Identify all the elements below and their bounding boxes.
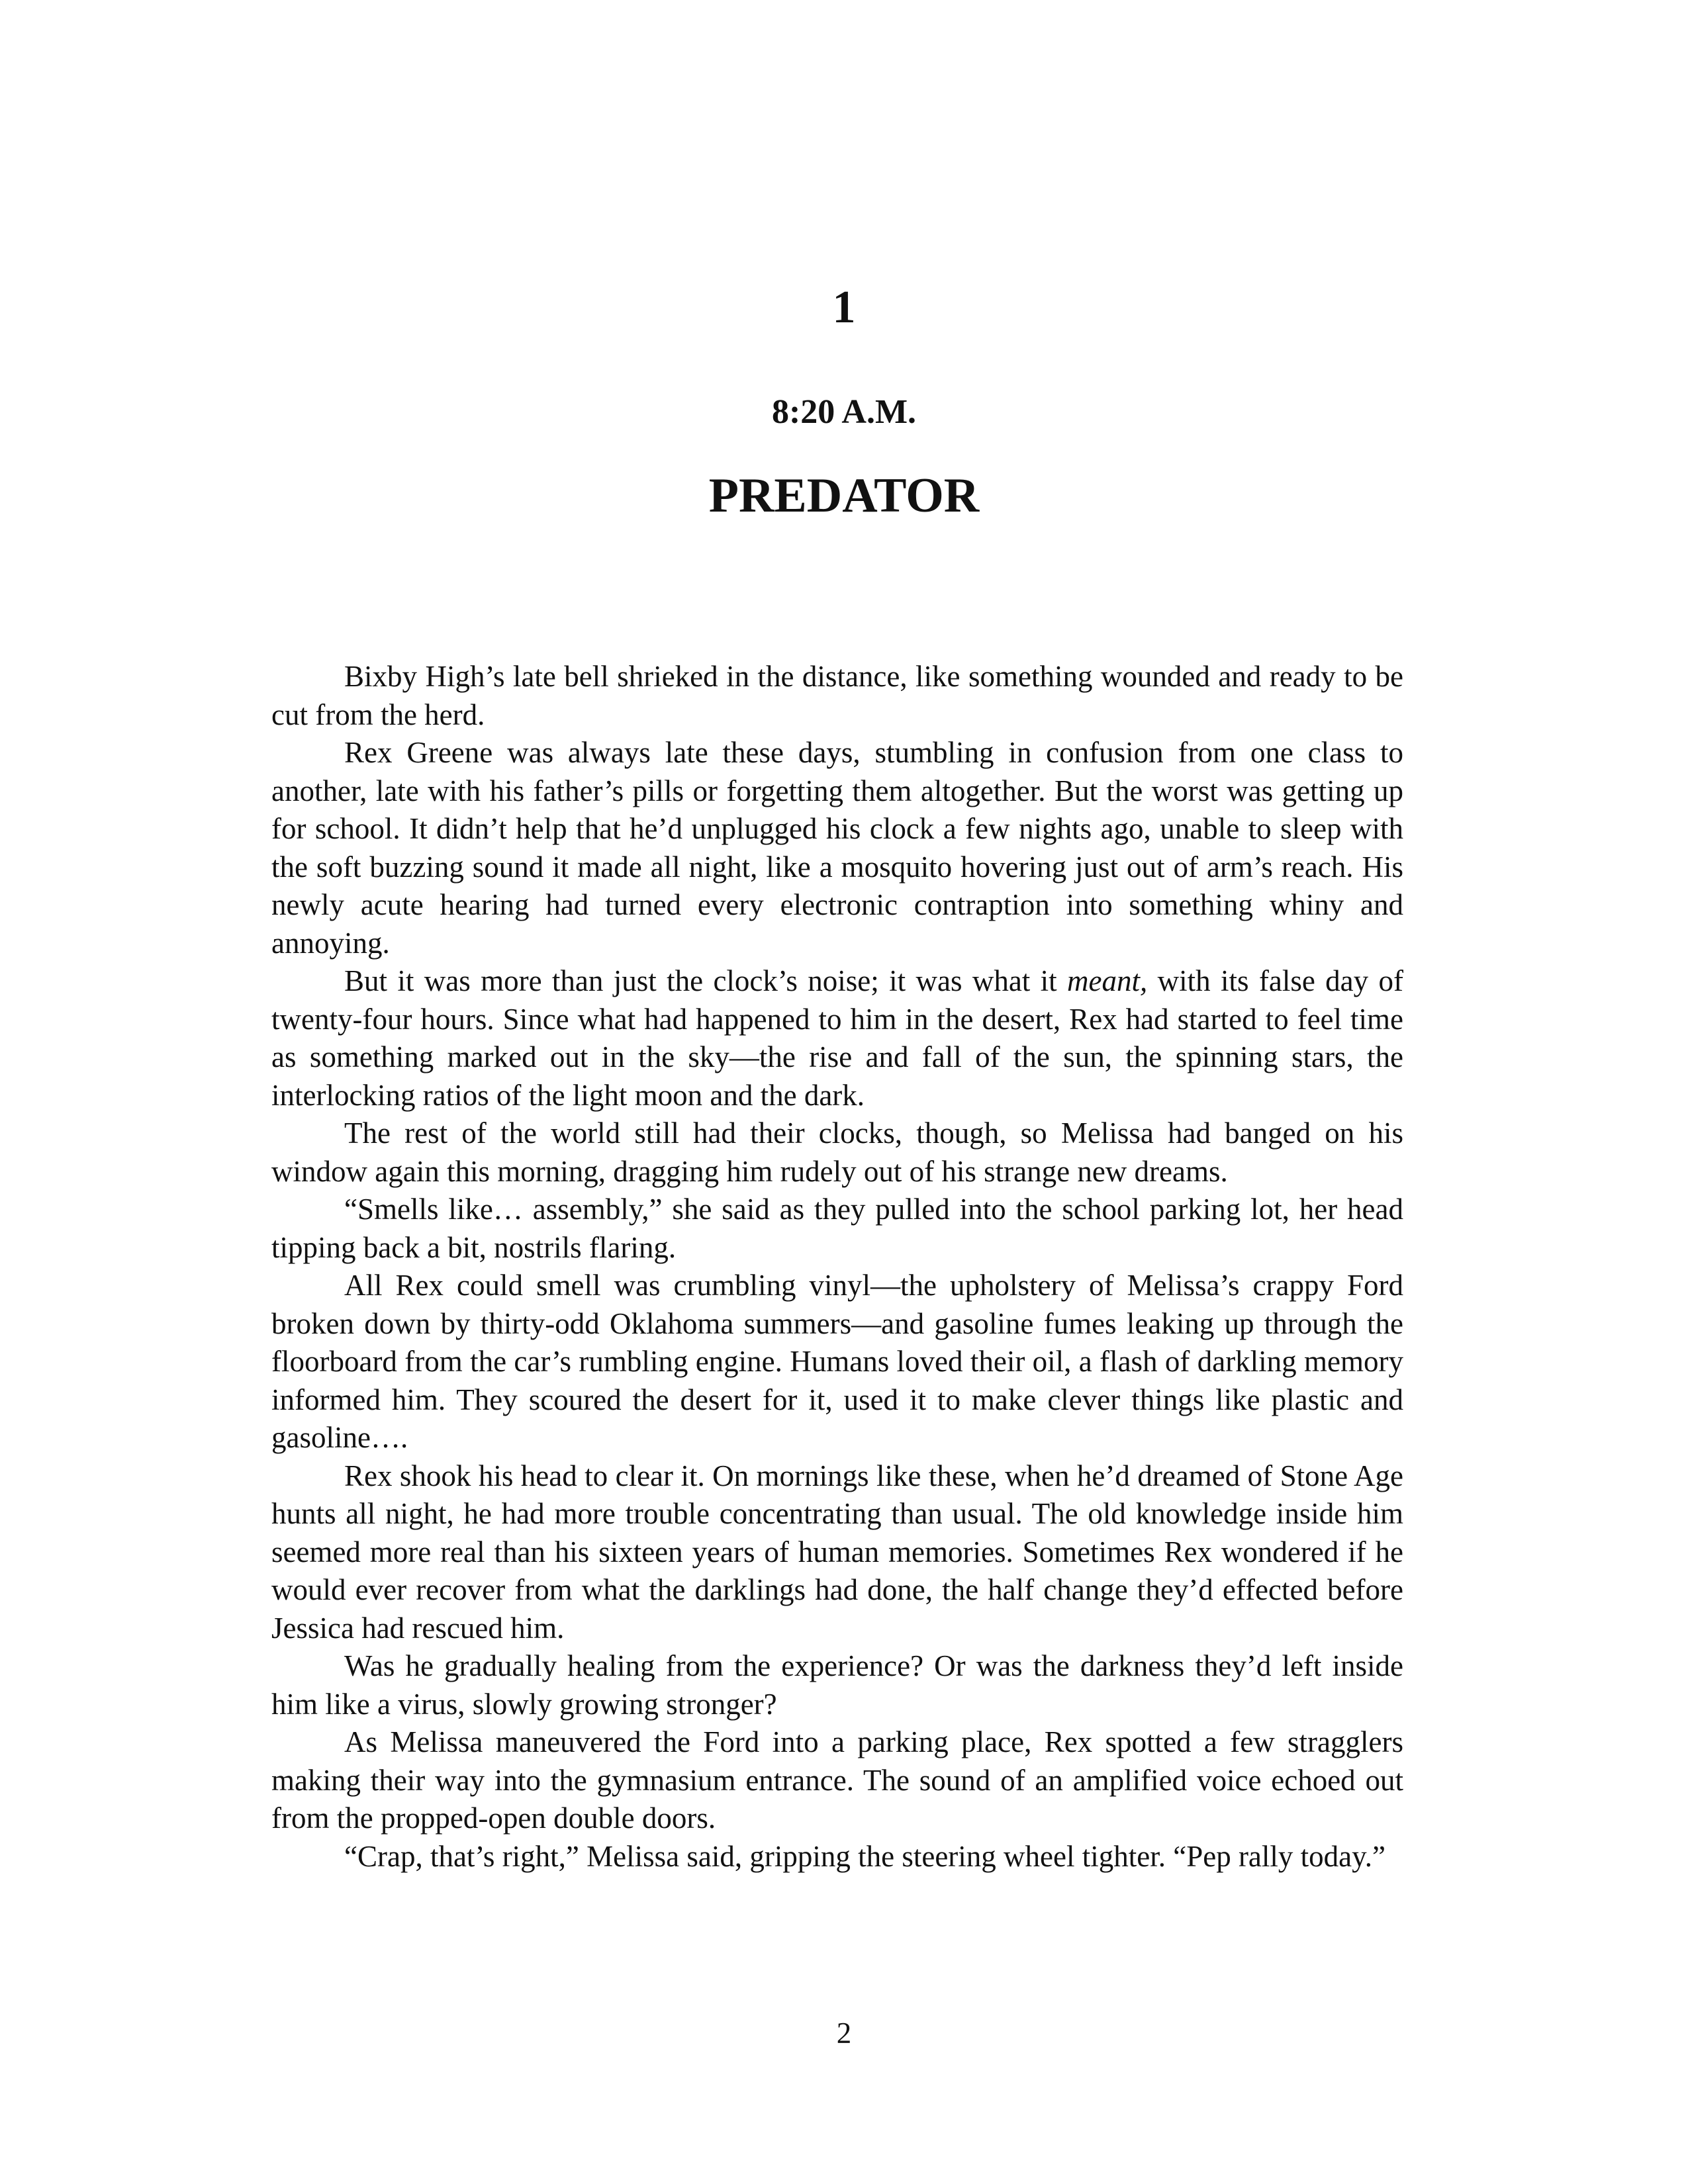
paragraph-3-part-1: But it was more than just the clock’s noise; it was what it: [344, 964, 1068, 997]
chapter-time: 8:20 A.M.: [771, 393, 917, 431]
paragraph-2: Rex Greene was always late these days, stumbling in confusion from one class to another, late with his father’s pills or forgetting them altogether. But the worst was getting up for school. It didn’t help that he’d unplugged his clock a few nights ago, unable to sleep with the soft buzzing sound it made all night, like a mosquito hovering just out of arm’s reach. His newly acute hearing had turned every electronic contraption into something whiny and annoying.: [271, 736, 1403, 960]
paragraph-5: “Smells like… assembly,” she said as they pulled into the school parking lot, her head tipping back a bit, nostrils flaring.: [271, 1193, 1403, 1264]
chapter-number: 1: [832, 282, 856, 333]
paragraph-3: [271, 962, 1403, 1115]
chapter-title: PREDATOR: [708, 469, 980, 523]
paragraph-7: Rex shook his head to clear it. On mornings like these, when he’d dreamed of Stone Age hunts all night, he had more trouble concentrating than usual. The old knowledge inside him seemed more real than his sixteen years of human memories. Sometimes Rex wondered if he would ever recover from what the darklings had done, the half change they’d effected before Jessica had rescued him.: [271, 1459, 1403, 1645]
page-number: 2: [836, 2017, 852, 2050]
paragraph-4: The rest of the world still had their clocks, though, so Melissa had banged on his window again this morning, dragging him rudely out of his strange new dreams.: [271, 1116, 1403, 1188]
emphasis-meant: meant,: [1067, 964, 1148, 997]
paragraph-3-part-2: with its false day of twenty-four hours. Since what had happened to him in the desert, Rex had started to feel time as something marked out in the sky—the rise and fall of the sun, the spinning stars, the interlocking ratios of the light moon and the dark.: [271, 964, 1403, 1112]
paragraph-9: As Melissa maneuvered the Ford into a parking place, Rex spotted a few stragglers making their way into the gymnasium entrance. The sound of an amplified voice echoed out from the propped-open double doors.: [271, 1725, 1403, 1835]
paragraph-1: Bixby High’s late bell shrieked in the distance, like something wounded and ready to be cut from the herd.: [271, 660, 1403, 731]
chapter-body: [271, 658, 1403, 1876]
paragraph-8: Was he gradually healing from the experience? Or was the darkness they’d left inside him like a virus, slowly growing stronger?: [271, 1649, 1403, 1721]
paragraph-10: “Crap, that’s right,” Melissa said, gripping the steering wheel tighter. “Pep rally today.”: [344, 1839, 1385, 1873]
paragraph-6: All Rex could smell was crumbling vinyl—the upholstery of Melissa’s crappy Ford broken down by thirty-odd Oklahoma summers—and gasoline fumes leaking up through the floorboard from the car’s rumbling engine. Humans loved their oil, a flash of darkling memory informed him. They scoured the desert for it, used it to make clever things like plastic and gasoline….: [271, 1269, 1403, 1454]
